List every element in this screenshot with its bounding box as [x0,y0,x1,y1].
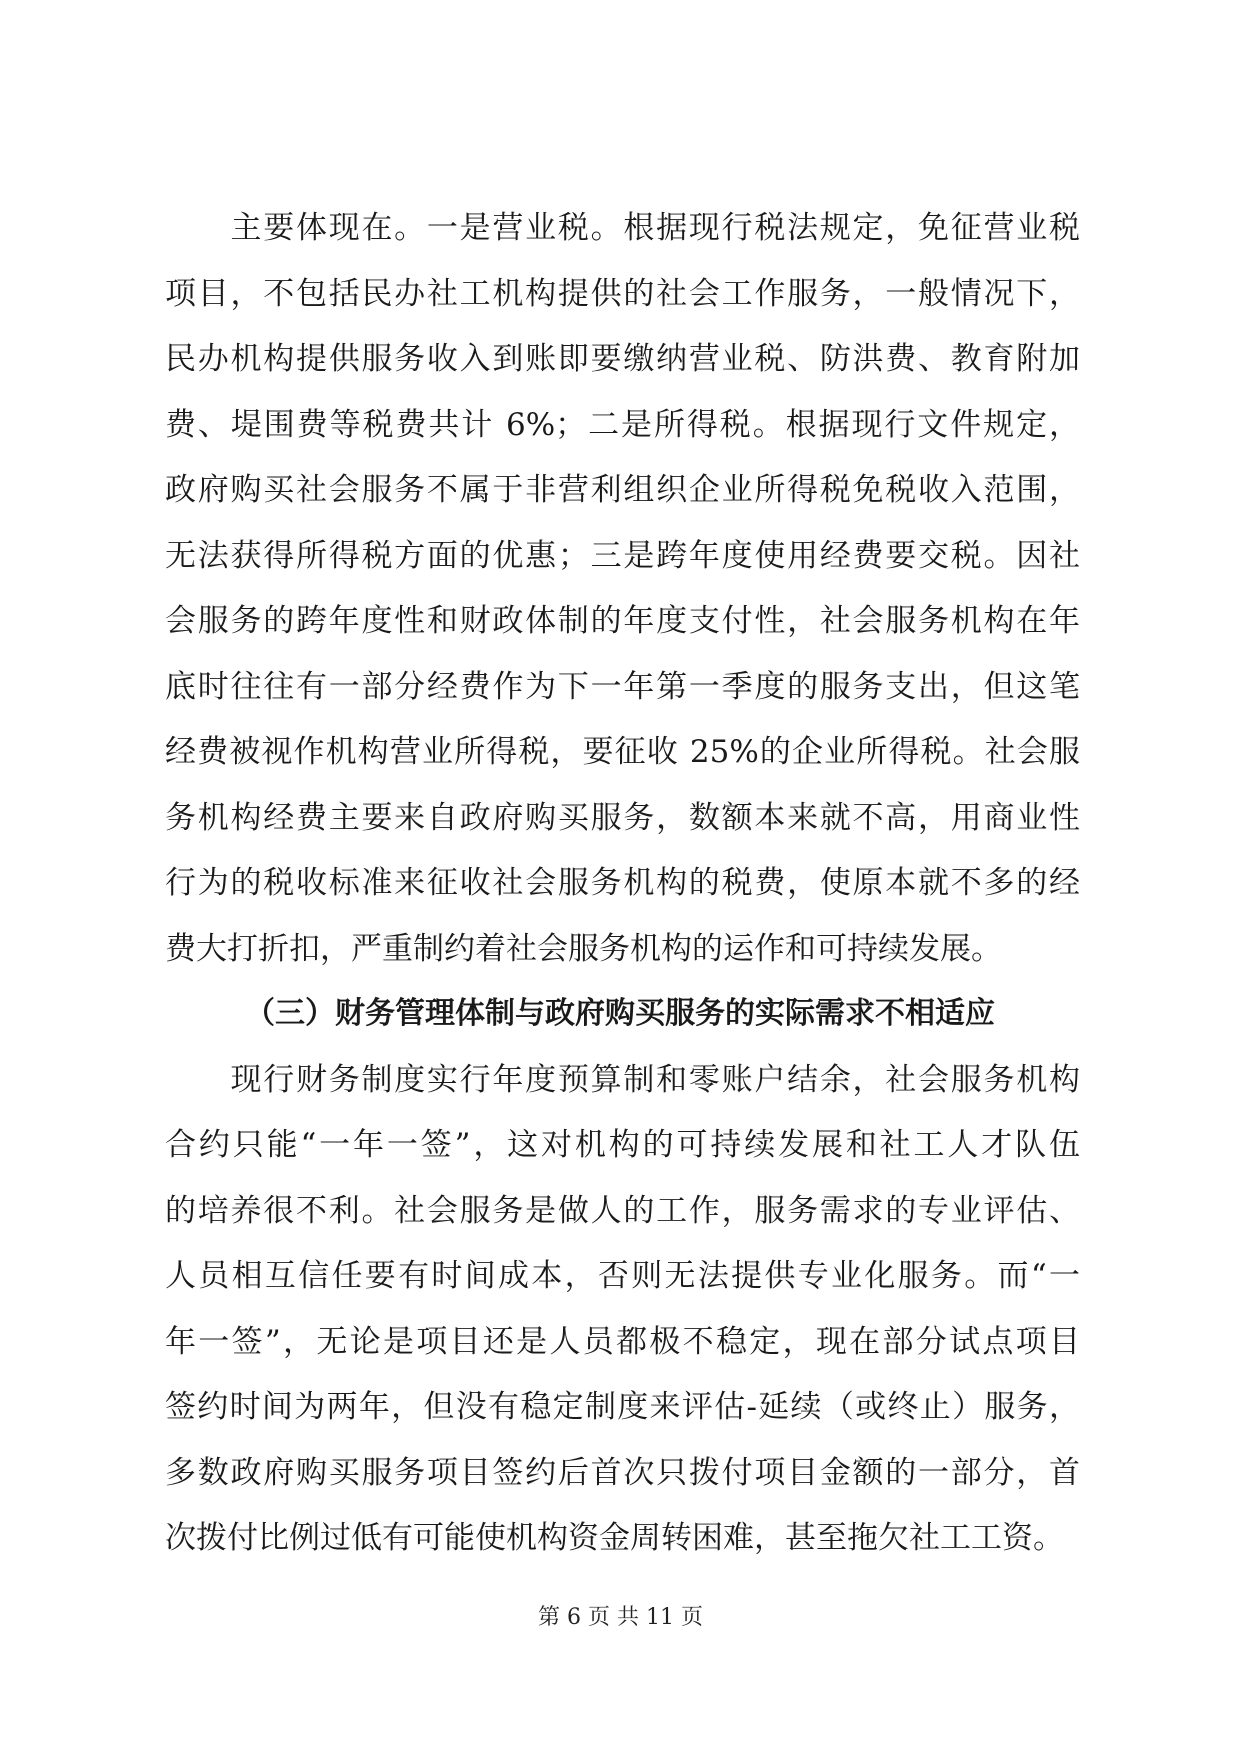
text-line: 会服务的跨年度性和财政体制的年度支付性，社会服务机构在年 [165,603,1080,639]
text-line: 民办机构提供服务收入到账即要缴纳营业税、防洪费、教育附加 [165,341,1080,377]
text-line: 无法获得所得税方面的优惠；三是跨年度使用经费要交税。因社 [165,537,1080,574]
section-heading: （三）财务管理体制与政府购买服务的实际需求不相适应 [245,996,995,1031]
text-line: 费大打折扣，严重制约着社会服务机构的运作和可持续发展。 [165,930,1002,967]
text-line: 的培养很不利。社会服务是做人的工作，服务需求的专业评估、 [165,1192,1080,1229]
text-line: 行为的税收标准来征收社会服务机构的税费，使原本就不多的经 [165,865,1080,901]
document-body [165,205,1080,1581]
text-line: 务机构经费主要来自政府购买服务，数额本来就不高，用商业性 [165,799,1080,836]
text-line: 政府购买社会服务不属于非营利组织企业所得税免税收入范围， [165,472,1080,508]
text-line: 费、堤围费等税费共计 6%；二是所得税。根据现行文件规定， [165,406,1080,443]
text-line: 底时往往有一部分经费作为下一年第一季度的服务支出，但这笔 [165,668,1080,705]
text-line: 现行财务制度实行年度预算制和零账户结余，社会服务机构 [165,1061,1080,1098]
text-line: 年一签”，无论是项目还是人员都极不稳定，现在部分试点项目 [165,1323,1080,1360]
paragraph-tax-issues [165,205,1080,991]
paragraph-financial-system [165,1057,1080,1581]
text-line: 项目，不包括民办社工机构提供的社会工作服务，一般情况下， [165,275,1080,312]
text-line: 主要体现在。一是营业税。根据现行税法规定，免征营业税 [165,210,1080,246]
text-line: 多数政府购买服务项目签约后首次只拨付项目金额的一部分，首 [165,1454,1080,1491]
page-number: 第 6 页 共 11 页 [538,1605,703,1630]
text-line: 经费被视作机构营业所得税，要征收 25%的企业所得税。社会服 [165,734,1080,770]
text-line: 人员相互信任要有时间成本，否则无法提供专业化服务。而“一 [165,1258,1080,1294]
text-line: 签约时间为两年，但没有稳定制度来评估-延续（或终止）服务， [165,1389,1080,1425]
text-line: 合约只能“一年一签”，这对机构的可持续发展和社工人才队伍 [165,1127,1080,1163]
text-line: 次拨付比例过低有可能使机构资金周转困难，甚至拖欠社工工资。 [165,1520,1064,1556]
